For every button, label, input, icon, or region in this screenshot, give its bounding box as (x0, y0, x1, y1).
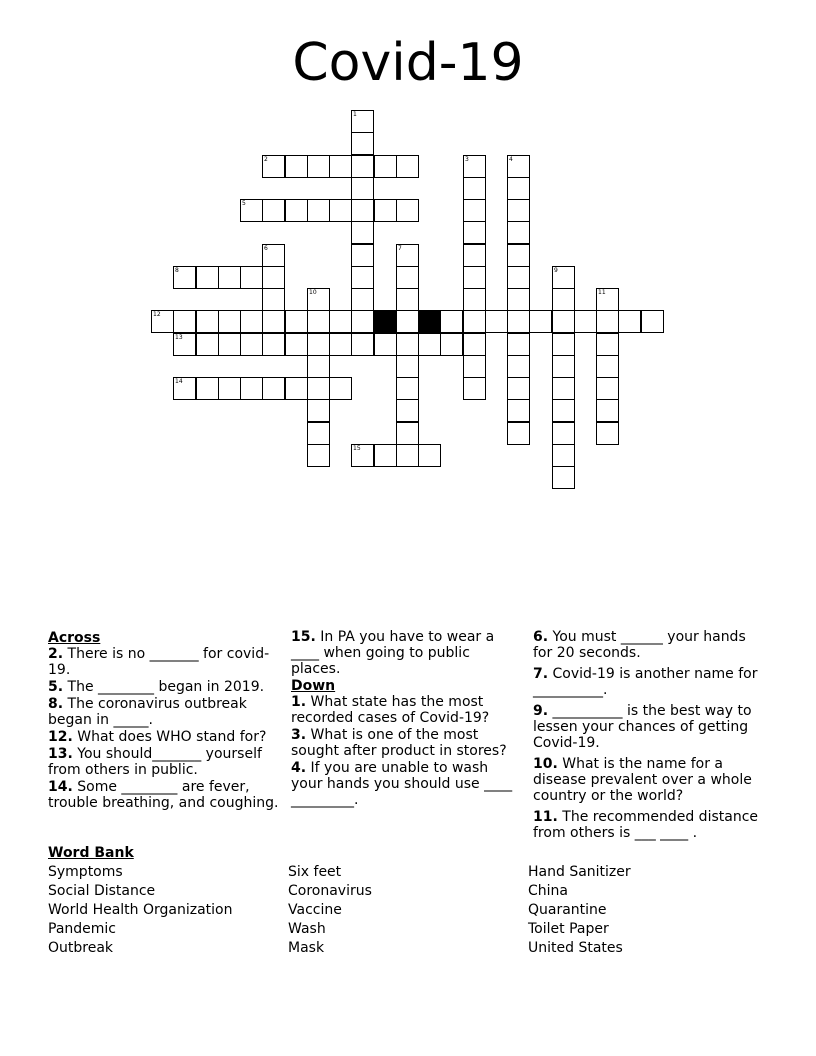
word-bank-title: Word Bank (48, 845, 134, 861)
crossword-cell[interactable] (262, 310, 285, 333)
crossword-cell[interactable] (285, 377, 308, 400)
crossword-cell[interactable] (307, 288, 330, 311)
crossword-grid[interactable] (0, 0, 816, 520)
crossword-cell[interactable] (196, 310, 219, 333)
word-bank-item: China (528, 883, 568, 899)
crossword-cell[interactable] (552, 310, 575, 333)
crossword-cell[interactable] (552, 466, 575, 489)
clue-across-12: 12. What does WHO stand for? (48, 729, 267, 745)
crossword-cell[interactable] (351, 155, 374, 178)
crossword-cell[interactable] (196, 377, 219, 400)
crossword-cell[interactable] (351, 266, 374, 289)
crossword-cell[interactable] (463, 221, 486, 244)
crossword-cell[interactable] (240, 377, 263, 400)
crossword-cell[interactable] (240, 199, 263, 222)
crossword-cell[interactable] (218, 266, 241, 289)
crossword-cell[interactable] (396, 155, 419, 178)
clue-across-15: 15. In PA you have to wear a ____ when going to public places. (291, 629, 495, 677)
clue-across-8: 8. The coronavirus outbreak began in _____. (48, 696, 247, 728)
crossword-cell[interactable] (507, 155, 530, 178)
crossword-cell[interactable] (374, 333, 397, 356)
crossword-cell[interactable] (507, 221, 530, 244)
word-bank-item: Pandemic (48, 921, 116, 937)
crossword-cell[interactable] (196, 333, 219, 356)
crossword-cell[interactable] (262, 288, 285, 311)
clue-down-7: 7. Covid-19 is another name for __________. (533, 666, 758, 698)
crossword-cell[interactable] (529, 310, 552, 333)
crossword-cell[interactable] (374, 199, 397, 222)
crossword-cell[interactable] (307, 333, 330, 356)
word-bank-item: Social Distance (48, 883, 156, 899)
crossword-cell[interactable] (396, 199, 419, 222)
crossword-cell[interactable] (440, 333, 463, 356)
crossword-cell[interactable] (307, 377, 330, 400)
crossword-cell[interactable] (240, 266, 263, 289)
crossword-cell[interactable] (396, 422, 419, 445)
crossword-cell[interactable] (596, 333, 619, 356)
crossword-cell[interactable] (596, 377, 619, 400)
crossword-cell[interactable] (262, 244, 285, 267)
crossword-cell[interactable] (463, 333, 486, 356)
crossword-cell[interactable] (463, 155, 486, 178)
clue-across-14: 14. Some ________ are fever, trouble breathing, and coughing. (48, 779, 279, 811)
crossword-cell[interactable] (396, 399, 419, 422)
crossword-cell[interactable] (307, 399, 330, 422)
word-bank-column-1 (48, 863, 233, 958)
crossword-cell[interactable] (262, 266, 285, 289)
crossword-cell[interactable] (307, 444, 330, 467)
clue-down-9: 9. __________ is the best way to lessen your chances of getting Covid-19. (533, 703, 752, 751)
crossword-cell[interactable] (151, 310, 174, 333)
clue-down-10: 10. What is the name for a disease prevalent over a whole country or the world? (533, 756, 752, 804)
crossword-cell[interactable] (396, 288, 419, 311)
crossword-cell[interactable] (552, 422, 575, 445)
crossword-cell[interactable] (552, 377, 575, 400)
crossword-cell[interactable] (307, 310, 330, 333)
crossword-cell[interactable] (507, 177, 530, 200)
crossword-cell[interactable] (218, 333, 241, 356)
crossword-cell[interactable] (574, 310, 597, 333)
crossword-cell[interactable] (507, 422, 530, 445)
clue-number: 14 (175, 378, 183, 385)
crossword-cell[interactable] (463, 199, 486, 222)
clue-number: 6 (264, 245, 268, 252)
crossword-cell[interactable] (329, 333, 352, 356)
crossword-cell[interactable] (507, 333, 530, 356)
crossword-cell[interactable] (196, 266, 219, 289)
crossword-cell[interactable] (507, 355, 530, 378)
crossword-cell[interactable] (507, 288, 530, 311)
crossword-cell[interactable] (440, 310, 463, 333)
across-header: Across (48, 630, 101, 646)
crossword-cell[interactable] (618, 310, 641, 333)
word-bank-item: Symptoms (48, 864, 123, 880)
crossword-cell[interactable] (418, 333, 441, 356)
crossword-cell[interactable] (463, 355, 486, 378)
word-bank-item: United States (528, 940, 623, 956)
crossword-cell[interactable] (396, 444, 419, 467)
clue-down-1: 1. What state has the most recorded cases of Covid-19? (291, 694, 490, 726)
clue-number: 15 (353, 445, 361, 452)
word-bank-column-3 (528, 863, 631, 958)
crossword-cell[interactable] (507, 310, 530, 333)
crossword-cell[interactable] (418, 444, 441, 467)
crossword-cell[interactable] (507, 266, 530, 289)
crossword-cell[interactable] (351, 221, 374, 244)
clue-number: 12 (153, 311, 161, 318)
crossword-cell[interactable] (351, 177, 374, 200)
word-bank-item: World Health Organization (48, 902, 233, 918)
crossword-cell[interactable] (285, 310, 308, 333)
page-title: Covid-19 (292, 33, 524, 93)
clue-across-5: 5. The ________ began in 2019. (48, 679, 265, 695)
crossword-cell[interactable] (374, 155, 397, 178)
clues-column-1 (48, 629, 280, 812)
crossword-cell[interactable] (485, 310, 508, 333)
crossword-cell[interactable] (329, 310, 352, 333)
word-bank-item: Quarantine (528, 902, 607, 918)
crossword-cell[interactable] (329, 199, 352, 222)
crossword-cell[interactable] (173, 266, 196, 289)
crossword-cell[interactable] (351, 333, 374, 356)
word-bank-item: Six feet (288, 864, 342, 880)
crossword-cell[interactable] (173, 333, 196, 356)
crossword-cell[interactable] (173, 377, 196, 400)
clue-number: 1 (353, 111, 357, 118)
crossword-cell[interactable] (463, 377, 486, 400)
crossword-cell[interactable] (552, 266, 575, 289)
crossword-cell[interactable] (240, 310, 263, 333)
crossword-cell[interactable] (507, 399, 530, 422)
word-bank-item: Toilet Paper (528, 921, 609, 937)
word-bank-column-2 (288, 863, 372, 958)
crossword-cell[interactable] (218, 310, 241, 333)
crossword-cell[interactable] (218, 377, 241, 400)
crossword-cell[interactable] (351, 288, 374, 311)
clue-number: 2 (264, 156, 268, 163)
clue-number: 9 (554, 267, 558, 274)
crossword-cell[interactable] (396, 266, 419, 289)
clue-number: 7 (398, 245, 402, 252)
word-bank-item: Outbreak (48, 940, 114, 956)
crossword-cell[interactable] (351, 199, 374, 222)
crossword-cell[interactable] (396, 355, 419, 378)
crossword-cell[interactable] (262, 155, 285, 178)
crossword-cell[interactable] (552, 333, 575, 356)
crossword-cell[interactable] (307, 155, 330, 178)
clue-down-6: 6. You must ______ your hands for 20 seconds. (533, 629, 746, 661)
crossword-cell[interactable] (507, 377, 530, 400)
crossword-cell[interactable] (307, 422, 330, 445)
black-cell (418, 310, 441, 333)
crossword-cell[interactable] (463, 288, 486, 311)
crossword-cell[interactable] (329, 377, 352, 400)
crossword-cell[interactable] (262, 377, 285, 400)
down-header: Down (291, 678, 336, 694)
clue-number: 11 (598, 289, 606, 296)
crossword-cell[interactable] (307, 355, 330, 378)
crossword-cell[interactable] (262, 199, 285, 222)
clue-number: 3 (465, 156, 469, 163)
crossword-cell[interactable] (285, 155, 308, 178)
clue-down-4: 4. If you are unable to wash your hands you should use ____ _________. (291, 760, 513, 808)
clue-number: 13 (175, 334, 183, 341)
crossword-cell[interactable] (596, 310, 619, 333)
crossword-cell[interactable] (507, 244, 530, 267)
crossword-cell[interactable] (396, 333, 419, 356)
crossword-cell[interactable] (641, 310, 664, 333)
crossword-cell[interactable] (351, 444, 374, 467)
crossword-cell[interactable] (463, 310, 486, 333)
crossword-cell[interactable] (240, 333, 263, 356)
word-bank-item: Vaccine (288, 902, 342, 918)
crossword-cell[interactable] (596, 422, 619, 445)
crossword-cell[interactable] (596, 288, 619, 311)
clue-number: 8 (175, 267, 179, 274)
clue-number: 5 (242, 200, 246, 207)
crossword-cell[interactable] (552, 399, 575, 422)
crossword-cell[interactable] (396, 310, 419, 333)
clues-column-3 (533, 629, 768, 846)
crossword-cell[interactable] (262, 333, 285, 356)
crossword-cell[interactable] (351, 244, 374, 267)
crossword-cell[interactable] (307, 199, 330, 222)
crossword-cell[interactable] (396, 244, 419, 267)
word-bank-item: Hand Sanitizer (528, 864, 631, 880)
clue-down-3: 3. What is one of the most sought after product in stores? (291, 727, 507, 759)
word-bank-item: Wash (288, 921, 326, 937)
clues-column-2 (291, 629, 521, 809)
crossword-cell[interactable] (396, 377, 419, 400)
clue-number: 4 (509, 156, 513, 163)
crossword-cell[interactable] (351, 132, 374, 155)
clue-down-11: 11. The recommended distance from others is ___ ____ . (533, 809, 758, 841)
crossword-cell[interactable] (173, 310, 196, 333)
crossword-cell[interactable] (463, 266, 486, 289)
crossword-cell[interactable] (351, 110, 374, 133)
clue-across-13: 13. You should_______ yourself from others in public. (48, 746, 262, 778)
crossword-cell[interactable] (596, 399, 619, 422)
crossword-cell[interactable] (351, 310, 374, 333)
crossword-cell[interactable] (463, 177, 486, 200)
crossword-cell[interactable] (329, 155, 352, 178)
word-bank-item: Coronavirus (288, 883, 372, 899)
crossword-cell[interactable] (374, 444, 397, 467)
crossword-cell[interactable] (285, 333, 308, 356)
clue-across-2: 2. There is no _______ for covid-19. (48, 646, 270, 678)
word-bank-item: Mask (288, 940, 325, 956)
crossword-cell[interactable] (463, 244, 486, 267)
crossword-cell[interactable] (285, 199, 308, 222)
crossword-cell[interactable] (596, 355, 619, 378)
crossword-cell[interactable] (507, 199, 530, 222)
crossword-cell[interactable] (552, 288, 575, 311)
crossword-cell[interactable] (552, 444, 575, 467)
crossword-cell[interactable] (552, 355, 575, 378)
black-cell (374, 310, 397, 333)
clue-number: 10 (309, 289, 317, 296)
